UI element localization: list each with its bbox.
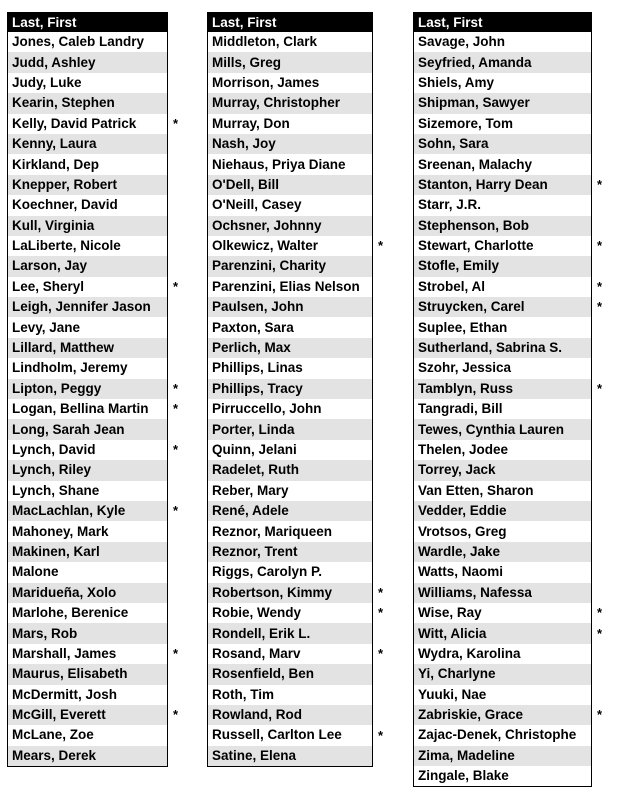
name-cell: Savage, John [414,32,592,52]
name-cell: Suplee, Ethan [414,317,592,337]
table-row [208,583,373,603]
table-row [414,154,592,174]
name-cell: Kull, Virginia [8,216,168,236]
name-table-3 [413,12,592,787]
name-cell: Reznor, Trent [208,542,373,562]
name-cell: Rosenfield, Ben [208,664,373,684]
table-row [414,399,592,419]
name-cell: Lynch, David [8,440,168,460]
asterisk-marker: * [597,380,603,396]
table-row [414,460,592,480]
table-row [208,32,373,52]
name-cell: Zingale, Blake [414,766,592,787]
name-cell: Porter, Linda [208,419,373,439]
table-row [208,644,373,664]
table-row [414,175,592,195]
table-row [414,644,592,664]
table-row [8,623,168,643]
name-cell: Parenzini, Charity [208,256,373,276]
table-row [208,256,373,276]
name-cell: Starr, J.R. [414,195,592,215]
table-row [8,379,168,399]
name-cell: Wydra, Karolina [414,644,592,664]
name-cell: LaLiberte, Nicole [8,236,168,256]
table-row [208,746,373,767]
name-cell: Olkewicz, Walter [208,236,373,256]
column-header: Last, First [208,13,373,33]
name-cell: Judd, Ashley [8,52,168,72]
table-row [414,542,592,562]
table-row [8,216,168,236]
name-cell: McGill, Everett [8,705,168,725]
table-row [8,562,168,582]
table-row [208,236,373,256]
table-row [8,358,168,378]
table-row [414,705,592,725]
table-row [8,338,168,358]
name-cell: Murray, Don [208,114,373,134]
asterisk-marker: * [597,605,603,621]
name-cell: Rosand, Marv [208,644,373,664]
table-row [208,501,373,521]
table-row [8,175,168,195]
name-cell: Van Etten, Sharon [414,481,592,501]
name-cell: Robie, Wendy [208,603,373,623]
asterisk-marker: * [173,646,179,661]
table-row [208,297,373,317]
name-cell: Sohn, Sara [414,134,592,154]
name-cell: Wise, Ray [414,603,592,623]
table-row [208,664,373,684]
table-row [208,358,373,378]
name-cell: Phillips, Linas [208,358,373,378]
table-row [208,52,373,72]
table-row [8,501,168,521]
name-cell: McDermitt, Josh [8,685,168,705]
asterisk-marker: * [378,605,384,621]
table-row [8,154,168,174]
table-row [414,379,592,399]
table-row [208,195,373,215]
table-row [414,562,592,582]
name-cell: Witt, Alicia [414,623,592,643]
name-cell: Sutherland, Sabrina S. [414,338,592,358]
name-cell: Logan, Bellina Martin [8,399,168,419]
asterisk-marker: * [597,299,603,315]
name-cell: Leigh, Jennifer Jason [8,297,168,317]
table-row [8,705,168,725]
name-cell: Long, Sarah Jean [8,419,168,439]
table-row [8,114,168,134]
name-cell: Murray, Christopher [208,93,373,113]
name-cell: Marlohe, Berenice [8,603,168,623]
name-cell: Malone [8,562,168,582]
table-row [8,603,168,623]
name-cell: Zajac-Denek, Christophe [414,725,592,745]
name-cell: Tangradi, Bill [414,399,592,419]
name-cell: MacLachlan, Kyle [8,501,168,521]
table-row [414,195,592,215]
asterisk-marker: * [597,238,603,253]
table-row [208,705,373,725]
table-row [8,256,168,276]
asterisk-marker: * [597,176,603,192]
name-cell: Kenny, Laura [8,134,168,154]
name-cell: Satine, Elena [208,746,373,767]
table-row [208,521,373,541]
table-row [414,32,592,52]
asterisk-marker: * [173,380,179,396]
asterisk-marker: * [597,707,603,723]
name-cell: Torrey, Jack [414,460,592,480]
asterisk-marker: * [378,238,384,253]
table-row [8,93,168,113]
table-row [8,664,168,684]
table-row [208,562,373,582]
table-row [414,623,592,643]
table-row [208,317,373,337]
name-cell: Lynch, Shane [8,481,168,501]
table-row [414,603,592,623]
name-cell: Shiels, Amy [414,73,592,93]
name-cell: Lillard, Matthew [8,338,168,358]
name-cell: Koechner, David [8,195,168,215]
table-row [8,481,168,501]
column-rows [7,12,179,767]
name-cell: McLane, Zoe [8,725,168,745]
name-column-2 [207,12,384,767]
name-cell: Rowland, Rod [208,705,373,725]
name-cell: Yuuki, Nae [414,685,592,705]
name-cell: Nash, Joy [208,134,373,154]
name-cell: Reber, Mary [208,481,373,501]
name-cell: Mahoney, Mark [8,521,168,541]
name-cell: Makinen, Karl [8,542,168,562]
table-row [8,73,168,93]
name-cell: Tewes, Cynthia Lauren [414,419,592,439]
column-rows [207,12,384,767]
table-row [414,481,592,501]
table-row [8,399,168,419]
name-cell: Lynch, Riley [8,460,168,480]
table-row [208,603,373,623]
table-row [208,623,373,643]
name-cell: O'Dell, Bill [208,175,373,195]
table-row [414,501,592,521]
table-row [8,277,168,297]
table-row [208,725,373,745]
table-row [208,419,373,439]
table-row [414,521,592,541]
name-cell: Levy, Jane [8,317,168,337]
table-row [208,379,373,399]
table-row [414,664,592,684]
name-cell: Watts, Naomi [414,562,592,582]
column-header: Last, First [414,13,592,33]
table-row [208,216,373,236]
name-cell: Reznor, Mariqueen [208,521,373,541]
table-row [414,73,592,93]
name-cell: Yi, Charlyne [414,664,592,684]
table-row [414,317,592,337]
asterisk-marker: * [173,707,179,723]
table-row [8,297,168,317]
asterisk-marker: * [378,584,384,600]
name-cell: Zabriskie, Grace [414,705,592,725]
name-cell: Seyfried, Amanda [414,52,592,72]
table-row [8,583,168,603]
table-row [8,644,168,664]
table-row [208,460,373,480]
name-cell: Quinn, Jelani [208,440,373,460]
table-row [8,419,168,439]
column-rows [413,12,603,787]
table-row [208,399,373,419]
name-cell: Stanton, Harry Dean [414,175,592,195]
table-row [414,216,592,236]
name-cell: Stofle, Emily [414,256,592,276]
table-row [8,542,168,562]
table-row [208,685,373,705]
asterisk-marker: * [378,727,384,743]
name-table-2 [207,12,373,767]
name-cell: Kirkland, Dep [8,154,168,174]
table-row [414,297,592,317]
table-row [208,175,373,195]
name-cell: Struycken, Carel [414,297,592,317]
table-row [414,114,592,134]
name-cell: Pirruccello, John [208,399,373,419]
table-row [414,746,592,766]
name-cell: Wardle, Jake [414,542,592,562]
table-row [208,73,373,93]
table-row [208,338,373,358]
name-cell: Strobel, Al [414,277,592,297]
asterisk-marker: * [173,278,179,294]
name-cell: Ochsner, Johnny [208,216,373,236]
name-cell: Vedder, Eddie [414,501,592,521]
table-row [8,521,168,541]
asterisk-marker: * [173,401,179,417]
table-row [414,685,592,705]
table-row [208,542,373,562]
table-row [8,317,168,337]
name-cell: Jones, Caleb Landry [8,32,168,52]
table-row [414,277,592,297]
table-row [8,195,168,215]
table-row [8,685,168,705]
table-row [8,32,168,52]
table-row [414,93,592,113]
name-cell: Shipman, Sawyer [414,93,592,113]
name-cell: Williams, Nafessa [414,583,592,603]
name-cell: Morrison, James [208,73,373,93]
table-row [208,134,373,154]
table-row [8,746,168,767]
name-cell: Szohr, Jessica [414,358,592,378]
name-cell: Roth, Tim [208,685,373,705]
table-row [208,440,373,460]
name-cell: Middleton, Clark [208,32,373,52]
table-row [8,134,168,154]
name-cell: Lipton, Peggy [8,379,168,399]
name-cell: Kearin, Stephen [8,93,168,113]
asterisk-marker: * [597,625,603,641]
name-cell: Larson, Jay [8,256,168,276]
table-row [414,583,592,603]
table-row [208,154,373,174]
table-row [414,338,592,358]
name-cell: Stewart, Charlotte [414,236,592,256]
name-cell: Perlich, Max [208,338,373,358]
name-cell: Paulsen, John [208,297,373,317]
name-cell: Russell, Carlton Lee [208,725,373,745]
name-cell: Rondell, Erik L. [208,623,373,643]
name-cell: Vrotsos, Greg [414,521,592,541]
name-cell: Marshall, James [8,644,168,664]
table-row [414,236,592,256]
asterisk-marker: * [173,503,179,519]
name-cell: Thelen, Jodee [414,440,592,460]
name-cell: Mears, Derek [8,746,168,767]
name-cell: Maurus, Elisabeth [8,664,168,684]
name-cell: Lee, Sheryl [8,277,168,297]
table-row [414,419,592,439]
name-cell: Riggs, Carolyn P. [208,562,373,582]
name-cell: Robertson, Kimmy [208,583,373,603]
name-cell: Kelly, David Patrick [8,114,168,134]
column-header: Last, First [8,13,168,33]
name-cell: Knepper, Robert [8,175,168,195]
name-cell: Sizemore, Tom [414,114,592,134]
name-cell: Paxton, Sara [208,317,373,337]
name-cell: Radelet, Ruth [208,460,373,480]
table-row [414,256,592,276]
table-row [414,134,592,154]
table-row [208,114,373,134]
name-cell: Sreenan, Malachy [414,154,592,174]
name-cell: Niehaus, Priya Diane [208,154,373,174]
name-cell: Mariduеña, Xolo [8,583,168,603]
name-cell: Lindholm, Jeremy [8,358,168,378]
table-row [8,52,168,72]
name-cell: Mills, Greg [208,52,373,72]
asterisk-marker: * [173,442,179,457]
name-table-1 [7,12,168,767]
name-cell: Judy, Luke [8,73,168,93]
name-cell: Zima, Madeline [414,746,592,766]
table-row [208,93,373,113]
name-cell: Tamblyn, Russ [414,379,592,399]
table-row [208,277,373,297]
name-cell: Stephenson, Bob [414,216,592,236]
name-column-1 [7,12,179,767]
name-cell: Parenzini, Elias Nelson [208,277,373,297]
name-cell: Phillips, Tracy [208,379,373,399]
table-row [414,766,592,787]
asterisk-marker: * [597,278,603,294]
asterisk-marker: * [173,115,179,131]
table-row [414,52,592,72]
name-cell: O'Neill, Casey [208,195,373,215]
name-cell: Mars, Rob [8,623,168,643]
table-row [414,358,592,378]
name-cell: René, Adele [208,501,373,521]
table-row [208,481,373,501]
table-row [8,236,168,256]
table-row [414,725,592,745]
asterisk-marker: * [378,646,384,661]
table-row [8,460,168,480]
table-row [414,440,592,460]
table-row [8,725,168,745]
name-column-3 [413,12,603,787]
table-row [8,440,168,460]
